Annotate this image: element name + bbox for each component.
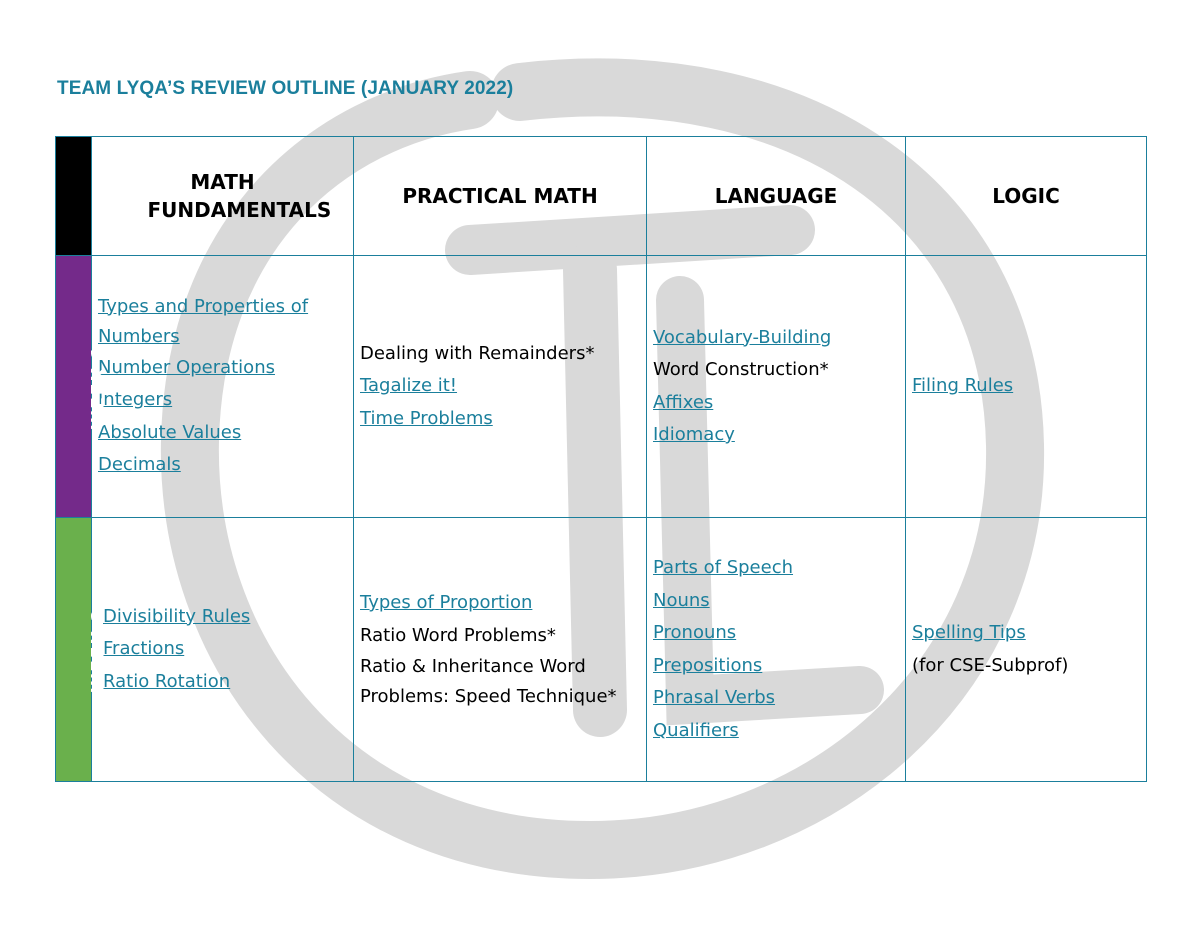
topic-link[interactable]: Absolute Values [98, 421, 242, 443]
item-list [354, 338, 646, 436]
topic-link[interactable]: Phrasal Verbs [653, 687, 776, 708]
topic-link[interactable]: Qualifiers [653, 719, 739, 741]
week-1-practical-cell [354, 256, 647, 518]
week-label: WEEK 2 [88, 607, 109, 692]
header-logic: LOGIC [906, 137, 1147, 256]
topic-text: Ratio Word Problems* [360, 624, 556, 646]
topic-link[interactable]: Spelling Tips [912, 622, 1026, 643]
topic-link[interactable]: Pronouns [653, 622, 737, 643]
week-1-logic-cell [906, 256, 1147, 518]
item-list [92, 601, 353, 699]
corner-cell [56, 137, 92, 256]
topic-link[interactable]: Idiomacy [653, 424, 735, 445]
topic-link[interactable]: Nouns [653, 589, 710, 611]
topic-link[interactable]: Prepositions [653, 654, 763, 676]
topic-link[interactable]: Types and Properties of Numbers [98, 295, 309, 347]
header-practical-math: PRACTICAL MATH [354, 137, 647, 256]
item-list [647, 322, 905, 452]
topic-link[interactable]: Tagalize it! [360, 375, 458, 397]
week-row [56, 256, 1147, 518]
week-1-language-cell [647, 256, 906, 518]
topic-text: Word Construction* [653, 359, 829, 380]
review-outline-table [55, 136, 1147, 782]
header-row [56, 137, 1147, 256]
topic-link[interactable]: Ratio Rotation [103, 670, 231, 692]
topic-link[interactable]: Types of Proportion [360, 592, 533, 613]
topic-link[interactable]: Time Problems [360, 407, 493, 429]
topic-link[interactable]: Filing Rules [912, 375, 1014, 397]
topic-link[interactable]: Parts of Speech [653, 557, 794, 578]
item-list [354, 587, 646, 712]
week-2-logic-cell [906, 518, 1147, 782]
topic-link[interactable]: Vocabulary-Building [653, 326, 832, 348]
topic-link[interactable]: Divisibility Rules [103, 605, 251, 627]
topic-link[interactable]: Decimals [98, 454, 181, 475]
topic-text: Dealing with Remainders* [360, 342, 595, 364]
item-list [647, 552, 905, 747]
topic-text: (for CSE-Subprof) [912, 654, 1069, 676]
topic-link[interactable]: Integers [98, 389, 173, 410]
topic-link[interactable]: Fractions [103, 638, 185, 660]
page-title: TEAM LYQA’S REVIEW OUTLINE (JANUARY 2022) [57, 78, 514, 99]
week-2-language-cell [647, 518, 906, 782]
topic-link[interactable]: Affixes [653, 391, 714, 413]
week-2-practical-cell [354, 518, 647, 782]
topic-link[interactable]: Number Operations [98, 356, 275, 378]
header-math-fundamentals: MATH FUNDAMENTALS [92, 137, 354, 256]
topic-text: Ratio & Inheritance Word Problems: Speed Technique* [360, 656, 617, 707]
week-2-label-cell [56, 518, 109, 782]
item-list [906, 617, 1146, 682]
header-language: LANGUAGE [647, 137, 906, 256]
item-list [906, 370, 1146, 403]
week-row [56, 518, 1147, 782]
week-1-label-cell [56, 256, 109, 518]
week-label: WEEK 1 [88, 344, 109, 429]
week-2-math-cell [92, 518, 354, 782]
item-list [92, 292, 353, 482]
week-1-math-cell [92, 256, 354, 518]
